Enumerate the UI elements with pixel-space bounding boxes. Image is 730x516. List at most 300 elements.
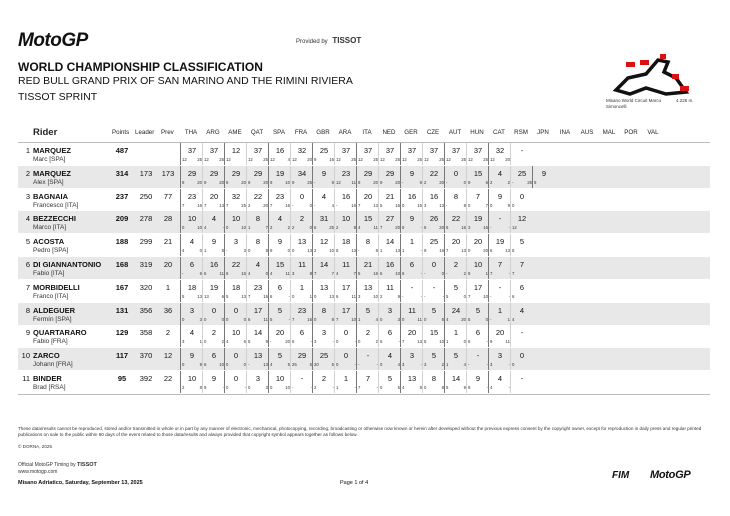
sprint-points: - xyxy=(490,225,492,231)
round-total-points: 29 xyxy=(231,168,241,178)
race-points: 10 xyxy=(197,225,202,231)
rider-name: QUARTARARO xyxy=(33,328,87,338)
race-points: 13 xyxy=(395,248,400,254)
round-breakdown xyxy=(291,385,313,390)
sprint-points: 12 xyxy=(336,179,341,185)
round-cell xyxy=(312,371,335,393)
sprint-points: 0 xyxy=(380,316,383,322)
round-cell xyxy=(378,143,401,165)
round-breakdown xyxy=(247,362,269,367)
round-breakdown xyxy=(354,339,379,345)
round-breakdown xyxy=(357,203,379,208)
round-total-points: 6 xyxy=(475,328,481,338)
sprint-points: 6 xyxy=(490,248,493,254)
race-points: - xyxy=(508,293,510,299)
sprint-points: - xyxy=(248,362,250,368)
round-total-points: 15 xyxy=(473,168,483,178)
rider-name: MORBIDELLI xyxy=(33,282,80,292)
race-points: 2 xyxy=(441,362,444,368)
round-breakdown xyxy=(225,271,247,276)
round-total-points: 25 xyxy=(429,237,439,247)
round-cell xyxy=(290,325,313,347)
sprint-points: 9 xyxy=(248,179,251,185)
race-points: 0 xyxy=(199,248,202,254)
table-row xyxy=(18,257,710,279)
round-cell xyxy=(422,189,448,211)
round-cell xyxy=(199,257,225,279)
sprint-points: 5 xyxy=(358,271,361,276)
round-breakdown xyxy=(181,157,203,162)
round-total-points: 9 xyxy=(277,237,283,247)
race-points: 7 xyxy=(353,271,356,276)
round-breakdown xyxy=(354,362,379,368)
tissot-timing-logo: TISSOT xyxy=(77,462,97,468)
rider-name: ZARCO xyxy=(33,351,60,361)
round-breakdown xyxy=(401,180,423,185)
round-breakdown xyxy=(313,317,335,322)
round-total-points: - xyxy=(520,328,524,338)
sprint-points: 6 xyxy=(380,339,383,345)
round-total-points: 13 xyxy=(407,374,417,383)
sprint-points: 7 xyxy=(182,202,185,208)
sprint-points: 0 xyxy=(424,385,427,390)
sprint-points: 9 xyxy=(270,179,273,185)
race-points: 3 xyxy=(397,316,400,322)
round-breakdown xyxy=(357,271,379,276)
round-total-points: 9 xyxy=(497,191,503,201)
rider-name: ACOSTA xyxy=(33,237,65,247)
round-total-points: 10 xyxy=(231,328,241,338)
round-total-points: 20 xyxy=(407,328,417,338)
round-breakdown xyxy=(222,225,247,231)
round-breakdown xyxy=(203,157,225,162)
round-cell xyxy=(397,280,426,302)
sprint-points: 7 xyxy=(512,271,515,276)
race-points: 6 xyxy=(221,293,224,299)
round-total-points: 17 xyxy=(253,305,263,315)
rider-firstname-nation: Johann [FRA] xyxy=(33,361,73,369)
round-cell xyxy=(243,348,269,370)
round-breakdown xyxy=(335,362,360,368)
race-points: 25 xyxy=(197,157,202,162)
round-header-arg: ARG xyxy=(206,129,220,136)
sprint-points: 12 xyxy=(358,157,363,162)
rider-name: BEZZECCHI xyxy=(33,214,76,224)
sprint-points: 7 xyxy=(446,248,449,254)
rider-points: 95 xyxy=(117,374,127,383)
round-cell xyxy=(202,280,225,302)
round-breakdown xyxy=(181,385,203,390)
round-cell xyxy=(441,257,467,279)
round-breakdown xyxy=(247,271,269,276)
round-cell xyxy=(441,348,470,370)
round-total-points: 3 xyxy=(321,328,327,338)
round-cell xyxy=(356,166,379,188)
race-points: 25 xyxy=(417,157,422,162)
round-breakdown xyxy=(247,248,269,253)
sprint-points: 5 xyxy=(446,293,449,299)
race-points: - xyxy=(222,385,224,390)
round-cell xyxy=(463,166,489,188)
race-points: 20 xyxy=(263,179,268,185)
race-points: 20 xyxy=(439,225,444,231)
leader-column-header: Leader xyxy=(135,129,155,136)
round-cell xyxy=(334,325,357,347)
race-points: - xyxy=(442,293,444,299)
round-cell xyxy=(224,257,247,279)
round-breakdown xyxy=(225,294,247,299)
race-points: 5 xyxy=(287,362,290,368)
round-cell xyxy=(400,166,423,188)
rider-gap-leader: 278 xyxy=(139,214,153,224)
round-cell xyxy=(180,280,203,302)
round-cell xyxy=(378,189,401,211)
round-header-ita: ITA xyxy=(362,129,372,136)
round-header-val: VAL xyxy=(647,129,659,136)
rider-gap-leader: 370 xyxy=(139,351,153,361)
rider-firstname-nation: Fermín [SPA] xyxy=(33,315,72,323)
round-breakdown xyxy=(332,385,357,390)
event-title: RED BULL GRAND PRIX OF SAN MARINO AND THE RIMINI RIVIERA xyxy=(18,75,353,87)
round-cell xyxy=(441,371,467,393)
circuit-name-line2: Simoncelli xyxy=(606,103,627,109)
round-breakdown xyxy=(511,248,533,253)
round-breakdown xyxy=(508,293,533,299)
race-points: 25 xyxy=(461,157,466,162)
round-total-points: 9 xyxy=(409,214,415,224)
race-points: 16 xyxy=(417,202,422,208)
round-cell xyxy=(199,234,228,256)
round-breakdown xyxy=(420,362,445,368)
race-points: 10 xyxy=(329,248,334,254)
race-points: 20 xyxy=(373,179,378,185)
round-cell xyxy=(488,348,511,370)
rider-name: BAGNAIA xyxy=(33,191,68,201)
round-cell xyxy=(400,325,423,347)
sprint-points: 9 xyxy=(534,179,537,185)
round-total-points: 6 xyxy=(189,260,195,269)
rider-firstname-nation: Pedro [SPA] xyxy=(33,247,69,255)
round-cell xyxy=(268,189,294,211)
round-header-ara: ARA xyxy=(338,129,352,136)
round-total-points: 8 xyxy=(431,374,437,383)
race-points: 8 xyxy=(221,248,224,254)
rider-position: 3 xyxy=(25,191,30,201)
round-breakdown xyxy=(203,339,225,344)
sprint-points: 4 xyxy=(270,362,273,368)
race-points: 5 xyxy=(441,316,444,322)
sprint-points: 5 xyxy=(380,202,383,208)
race-points: 25 xyxy=(241,202,246,208)
sprint-points: 13 xyxy=(204,293,209,299)
race-points: 0 xyxy=(221,316,224,322)
rider-firstname-nation: Fabio [FRA] xyxy=(33,338,68,346)
round-cell xyxy=(444,280,467,302)
race-points: - xyxy=(420,225,422,231)
round-breakdown xyxy=(310,339,335,345)
round-breakdown xyxy=(423,385,445,390)
round-breakdown xyxy=(291,362,313,367)
round-total-points: 26 xyxy=(429,214,439,224)
round-total-points: 16 xyxy=(275,146,285,155)
sprint-points: 1 xyxy=(446,362,449,368)
round-total-points: 3 xyxy=(387,305,393,315)
race-points: - xyxy=(244,385,246,390)
round-total-points: 27 xyxy=(385,214,395,224)
race-points: 0 xyxy=(287,248,290,254)
round-total-points: 0 xyxy=(233,351,239,361)
round-breakdown xyxy=(181,294,203,299)
round-breakdown xyxy=(401,203,423,208)
sprint-points: 9 xyxy=(292,179,295,185)
round-total-points: 18 xyxy=(341,237,351,247)
race-points: 1 xyxy=(507,316,510,322)
round-header-por: POR xyxy=(624,129,638,136)
round-total-points: - xyxy=(498,214,502,224)
race-points: 25 xyxy=(307,179,312,185)
round-total-points: 8 xyxy=(453,191,459,201)
round-cell xyxy=(488,143,511,165)
round-total-points: 17 xyxy=(473,282,483,292)
sprint-points: 3 xyxy=(468,225,471,231)
round-cell xyxy=(444,143,467,165)
round-cell xyxy=(290,371,313,393)
round-breakdown xyxy=(489,157,511,162)
sprint-points: 4 xyxy=(402,385,405,390)
sprint-points: 0 xyxy=(248,385,251,390)
prev-column-header: Prev xyxy=(161,129,174,136)
race-points: 10 xyxy=(285,385,290,390)
sprint-points: 6 xyxy=(270,293,273,299)
round-breakdown xyxy=(335,248,360,254)
round-cell xyxy=(444,189,467,211)
round-total-points: 19 xyxy=(275,168,285,178)
round-cell xyxy=(287,234,313,256)
sprint-points: 0 xyxy=(226,316,229,322)
sprint-points: 12 xyxy=(424,157,429,162)
round-cell xyxy=(199,348,225,370)
round-cell xyxy=(221,303,247,325)
round-cell xyxy=(466,303,492,325)
sprint-points: 0 xyxy=(314,293,317,299)
round-breakdown xyxy=(533,180,555,185)
sprint-points: 12 xyxy=(446,157,451,162)
race-points: - xyxy=(420,248,422,254)
round-breakdown xyxy=(401,317,423,322)
sprint-points: 0 xyxy=(380,385,383,390)
race-points: 7 xyxy=(331,271,334,276)
rider-gap-leader: 173 xyxy=(139,168,153,178)
sprint-points: 3 xyxy=(182,339,185,345)
race-points: 9 xyxy=(463,385,466,390)
round-total-points: 37 xyxy=(209,146,219,155)
race-points: 20 xyxy=(307,157,312,162)
round-total-points: 6 xyxy=(299,328,305,338)
round-cell xyxy=(419,166,448,188)
round-total-points: 2 xyxy=(365,328,371,338)
sprint-points: 12 xyxy=(490,157,495,162)
race-points: 13 xyxy=(307,248,312,254)
round-breakdown xyxy=(357,317,379,322)
round-cell xyxy=(444,325,467,347)
round-cell xyxy=(400,234,423,256)
race-points: 3 xyxy=(199,316,202,322)
race-points: 13 xyxy=(439,202,444,208)
sprint-points: - xyxy=(336,202,338,208)
round-breakdown xyxy=(379,293,404,299)
race-points: 9 xyxy=(331,179,334,185)
round-cell xyxy=(507,303,533,325)
race-points: 4 xyxy=(375,316,378,322)
round-cell xyxy=(532,166,555,188)
rider-points: 131 xyxy=(115,305,129,315)
race-points: 20 xyxy=(395,225,400,231)
round-breakdown xyxy=(222,385,247,390)
round-cell xyxy=(510,348,533,370)
sprint-points: 0 xyxy=(490,202,493,208)
round-total-points: 4 xyxy=(497,374,503,383)
round-total-points: 10 xyxy=(187,374,197,383)
race-points: 16 xyxy=(307,316,312,322)
round-total-points: 17 xyxy=(341,282,351,292)
circuit-map-icon xyxy=(606,48,696,100)
sprint-points: 0 xyxy=(226,362,229,368)
race-points: 5 xyxy=(397,385,400,390)
sprint-points: 25 xyxy=(292,362,297,368)
round-total-points: 9 xyxy=(541,168,547,178)
round-total-points: 23 xyxy=(275,191,285,201)
round-cell xyxy=(180,303,203,325)
round-total-points: 0 xyxy=(453,168,459,178)
round-cell xyxy=(265,325,291,347)
sprint-points: 4 xyxy=(336,271,339,276)
sprint-points: 5 xyxy=(512,248,515,254)
round-breakdown xyxy=(247,157,269,162)
round-cell xyxy=(507,189,533,211)
round-breakdown xyxy=(288,293,313,299)
race-points: - xyxy=(376,385,378,390)
round-breakdown xyxy=(203,248,228,254)
race-points: 25 xyxy=(263,157,268,162)
round-cell xyxy=(356,371,379,393)
sprint-points: 0 xyxy=(336,362,339,368)
round-breakdown xyxy=(489,248,511,253)
race-points: 16 xyxy=(197,202,202,208)
round-cell xyxy=(510,280,533,302)
round-breakdown xyxy=(203,225,225,230)
race-points: 25 xyxy=(351,157,356,162)
round-header-gbr: GBR xyxy=(316,129,330,136)
sprint-points: 6 xyxy=(204,362,207,368)
rider-gap-prev: 173 xyxy=(161,168,175,178)
sprint-points: 4 xyxy=(270,271,273,276)
round-breakdown xyxy=(423,317,445,322)
round-cell xyxy=(287,348,313,370)
round-breakdown xyxy=(445,385,467,390)
sprint-points: 0 xyxy=(182,362,185,368)
race-points: 20 xyxy=(439,179,444,185)
race-points: 0 xyxy=(243,362,246,368)
sprint-points: - xyxy=(490,293,492,299)
race-points: 13 xyxy=(461,248,466,254)
round-cell xyxy=(485,189,511,211)
race-points: 3 xyxy=(265,385,268,390)
round-header-hun: HUN xyxy=(470,129,484,136)
round-breakdown xyxy=(354,385,379,390)
round-breakdown xyxy=(291,339,313,344)
sprint-points: 0 xyxy=(270,385,273,390)
round-cell xyxy=(180,257,203,279)
round-total-points: 13 xyxy=(363,282,373,292)
round-breakdown xyxy=(467,339,489,344)
rider-firstname-nation: Marco [ITA] xyxy=(33,224,67,232)
round-total-points: 8 xyxy=(255,237,261,247)
sprint-points: 3 xyxy=(292,271,295,276)
race-points: 1 xyxy=(309,293,312,299)
race-points: - xyxy=(310,385,312,390)
round-total-points: 23 xyxy=(341,168,351,178)
race-points: - xyxy=(310,339,312,345)
round-breakdown xyxy=(423,202,448,208)
race-points: 13 xyxy=(505,248,510,254)
sprint-points: 3 xyxy=(424,362,427,368)
round-cell xyxy=(356,234,379,256)
race-points: - xyxy=(486,385,488,390)
race-points: - xyxy=(420,293,422,299)
round-cell xyxy=(331,348,360,370)
round-cell xyxy=(378,166,404,188)
sprint-points: - xyxy=(446,202,448,208)
round-total-points: - xyxy=(476,351,480,361)
round-cell xyxy=(334,280,357,302)
race-points: 25 xyxy=(527,179,532,185)
round-total-points: 22 xyxy=(429,168,439,178)
race-points: 25 xyxy=(219,157,224,162)
sprint-points: 0 xyxy=(248,248,251,254)
rider-name: ALDEGUER xyxy=(33,305,76,315)
race-points: 8 xyxy=(331,316,334,322)
round-breakdown xyxy=(489,317,511,322)
rider-gap-prev: 22 xyxy=(163,374,173,383)
round-total-points: 6 xyxy=(387,328,393,338)
round-breakdown xyxy=(335,180,357,185)
round-total-points: 29 xyxy=(209,168,219,178)
round-cell xyxy=(378,348,401,370)
race-points: 20 xyxy=(395,179,400,185)
sprint-points: 7 xyxy=(490,271,493,276)
round-breakdown xyxy=(379,179,404,185)
race-points: 25 xyxy=(329,225,334,231)
round-breakdown xyxy=(225,203,247,208)
round-breakdown xyxy=(181,317,203,322)
round-breakdown xyxy=(313,180,335,185)
round-total-points: 0 xyxy=(233,305,239,315)
round-cell xyxy=(488,234,511,256)
round-total-points: 9 xyxy=(321,168,327,178)
page-title: WORLD CHAMPIONSHIP CLASSIFICATION xyxy=(18,60,263,74)
round-total-points: 37 xyxy=(451,146,461,155)
round-total-points: 13 xyxy=(297,237,307,247)
round-total-points: - xyxy=(410,282,414,292)
race-points: 13 xyxy=(219,202,224,208)
round-total-points: - xyxy=(520,146,524,155)
round-total-points: 6 xyxy=(519,282,525,292)
round-cell xyxy=(221,325,247,347)
website-link[interactable]: www.motogp.com xyxy=(18,469,58,475)
round-cell xyxy=(331,303,357,325)
round-total-points: 16 xyxy=(429,191,439,201)
round-total-points: 13 xyxy=(253,351,263,361)
